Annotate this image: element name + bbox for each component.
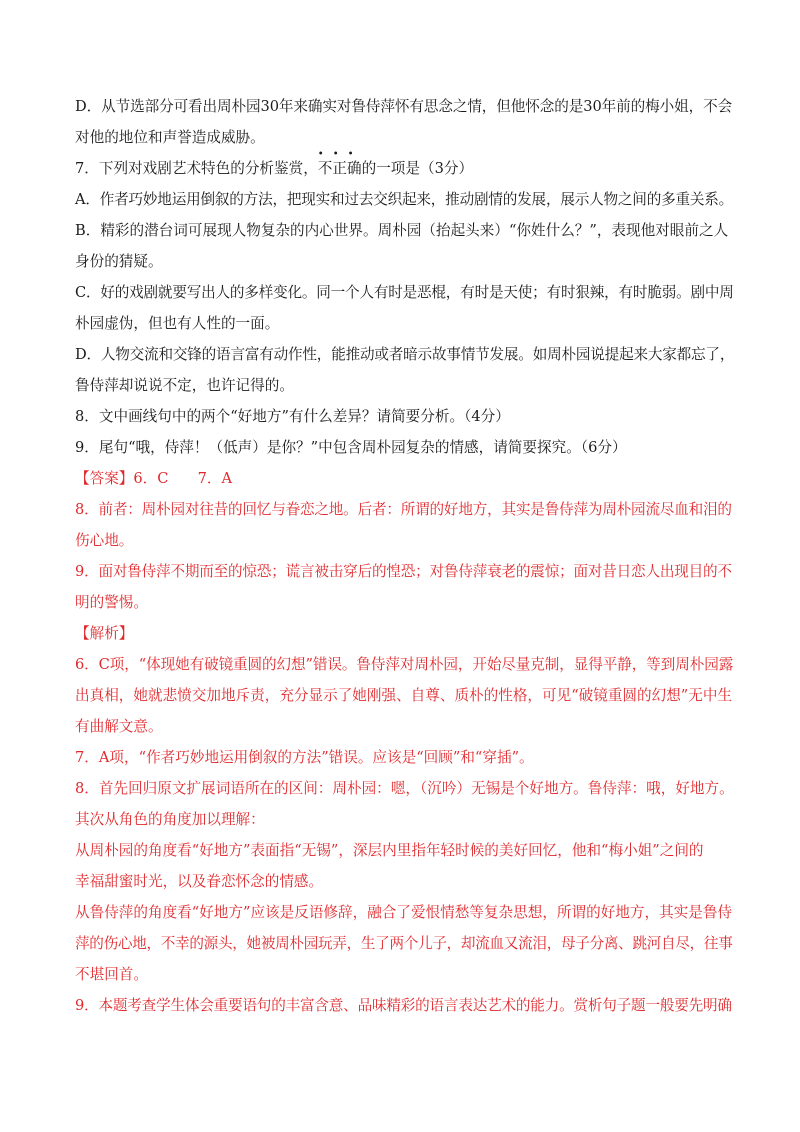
q7-option-d-line-2: 鲁侍萍却说说不定，也许记得的。 bbox=[75, 377, 294, 394]
answer-8-line-1: 8．前者：周朴园对往昔的回忆与眷恋之地。后者：所谓的好地方，其实是鲁侍萍为周朴园流尽血和泪的 bbox=[75, 501, 732, 518]
q7-option-d-line-1: D．人物交流和交锋的语言富有动作性，能推动或者暗示故事情节发展。如周朴园说提起来大家都忘了， bbox=[75, 346, 735, 363]
analysis-8-line-7: 不堪回首。 bbox=[75, 966, 148, 983]
emphasis-dots: ••• bbox=[317, 149, 363, 160]
analysis-6-line-2: 出真相，她就悲愤交加地斥责，充分显示了她刚强、自尊、质朴的性格，可见“破镜重圆的幻想”无中生 bbox=[75, 687, 733, 704]
q7-option-c-line-1: C．好的戏剧就要写出人的多样变化。同一个人有时是恶棍，有时是天使；有时狠辣，有时脆弱。剧中周 bbox=[75, 284, 734, 301]
question-8: 8．文中画线句中的两个“好地方”有什么差异？请简要分析。（4分） bbox=[75, 408, 510, 425]
analysis-6-line-1: 6．C项，“体现她有破镜重圆的幻想”错误。鲁侍萍对周朴园，开始尽量克制，显得平静，等到周朴园露 bbox=[75, 656, 734, 673]
analysis-9-line-1: 9．本题考查学生体会重要语句的丰富含意、品味精彩的语言表达艺术的能力。赏析句子题一般要先明确 bbox=[75, 997, 732, 1014]
option-d-q6-line-1: D．从节选部分可看出周朴园30年来确实对鲁侍萍怀有思念之情，但他怀念的是30年前的梅小姐，不会 bbox=[75, 98, 733, 115]
emphasized-word: 不正确 bbox=[317, 160, 362, 177]
analysis-6-line-3: 有曲解文意。 bbox=[75, 718, 163, 735]
answer-9-line-2: 明的警惕。 bbox=[75, 594, 148, 611]
analysis-8-line-4: 幸福甜蜜时光，以及眷恋怀念的情感。 bbox=[75, 873, 324, 890]
answer-header: 【答案】6．C 7．A bbox=[75, 470, 233, 487]
q7-option-b-line-2: 身份的猜疑。 bbox=[75, 253, 163, 270]
analysis-8-line-1: 8．首先回归原文扩展词语所在的区间：周朴园：嗯，（沉吟）无锡是个好地方。鲁侍萍：哦，好地方。 bbox=[75, 780, 734, 797]
question-7-stem bbox=[75, 149, 735, 179]
answer-8-line-2: 伤心地。 bbox=[75, 532, 134, 549]
analysis-8-line-5: 从鲁侍萍的角度看“好地方”应该是反语修辞，融合了爱恨情愁等复杂思想，所谓的好地方，其实是鲁侍 bbox=[75, 904, 733, 921]
analysis-7: 7．A项，“作者巧妙地运用倒叙的方法”错误。应该是“回顾”和“穿插”。 bbox=[75, 749, 534, 766]
analysis-8-line-2: 其次从角色的角度加以理解： bbox=[75, 811, 265, 828]
analysis-header: 【解析】 bbox=[75, 625, 134, 642]
answer-9-line-1: 9．面对鲁侍萍不期而至的惊恐；谎言被击穿后的惶恐；对鲁侍萍衰老的震惊；面对昔日恋人出现目的不 bbox=[75, 563, 732, 580]
q7-option-b-line-1: B．精彩的潜台词可展现人物复杂的内心世界。周朴园（抬起头来）“你姓什么？”，表现他对眼前之人 bbox=[75, 222, 729, 239]
analysis-8-line-6: 萍的伤心地，不幸的源头，她被周朴园玩弄，生了两个儿子，却流血又流泪，母子分离、跳河自尽，往事 bbox=[75, 935, 733, 952]
q7-option-c-line-2: 朴园虚伪，但也有人性的一面。 bbox=[75, 315, 280, 332]
option-d-q6-line-2: 对他的地位和声誉造成威胁。 bbox=[75, 129, 265, 146]
question-9: 9．尾句“哦，侍萍！（低声）是你？”中包含周朴园复杂的情感，请简要探究。（6分） bbox=[75, 439, 627, 456]
emphasized-not-correct bbox=[317, 149, 363, 179]
question-7-text-a: 7．下列对戏剧艺术特色的分析鉴赏， bbox=[75, 160, 318, 177]
q7-option-a: A．作者巧妙地运用倒叙的方法，把现实和过去交织起来，推动剧情的发展，展示人物之间的多重关系。 bbox=[75, 191, 734, 208]
question-7-text-b: 的一项是（3分） bbox=[361, 160, 474, 177]
analysis-8-line-3: 从周朴园的角度看“好地方”表面指“无锡”，深层内里指年轻时候的美好回忆，他和“梅小姐”之间的 bbox=[75, 842, 704, 859]
